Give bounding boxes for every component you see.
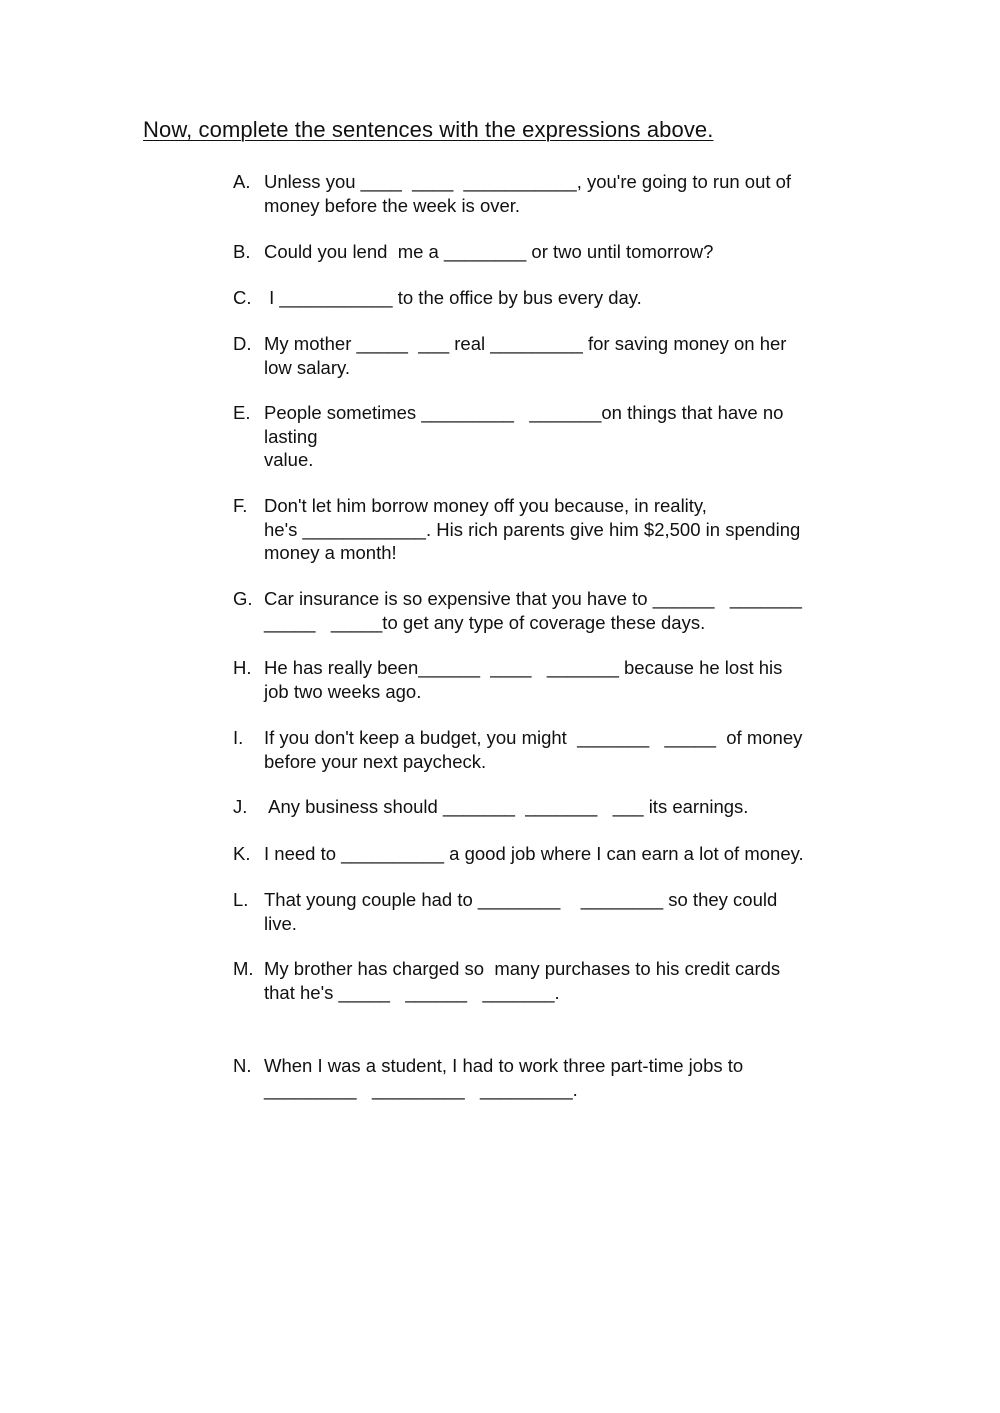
sentence-item bbox=[233, 1054, 873, 1101]
sentence-line: _________ _________ _________. bbox=[264, 1078, 578, 1100]
sentence-line: He has really been______ ____ _______ because he lost his bbox=[264, 657, 783, 678]
item-letter: C. bbox=[233, 287, 252, 308]
sentence-line: When I was a student, I had to work three part-time jobs to bbox=[264, 1055, 744, 1076]
sentence-item bbox=[233, 957, 873, 1004]
sentence-line: he's ____________. His rich parents give him $2,500 in spending bbox=[264, 518, 801, 540]
item-letter: D. bbox=[233, 333, 252, 354]
sentence-line: money before the week is over. bbox=[264, 194, 521, 216]
sentence-item bbox=[233, 240, 873, 264]
sentence-line: If you don't keep a budget, you might _______ _____ of money bbox=[264, 727, 803, 748]
sentence-line: value. bbox=[264, 449, 314, 470]
sentence-line: _____ _____to get any type of coverage these days. bbox=[264, 611, 706, 633]
worksheet-heading: Now, complete the sentences with the expressions above. bbox=[143, 117, 714, 142]
sentence-item bbox=[233, 332, 873, 379]
sentence-line: Don't let him borrow money off you because, in reality, bbox=[264, 495, 707, 516]
sentence-line: Could you lend me a ________ or two until tomorrow? bbox=[264, 241, 714, 262]
sentence-line: Car insurance is so expensive that you have to ______ _______ bbox=[264, 588, 802, 609]
sentence-line: My mother _____ ___ real _________ for saving money on her bbox=[264, 333, 787, 354]
sentence-line: lasting bbox=[264, 425, 318, 447]
sentence-item bbox=[233, 726, 873, 773]
sentence-line: that he's _____ ______ _______. bbox=[264, 981, 560, 1003]
sentence-line: Any business should _______ _______ ___ its earnings. bbox=[264, 796, 749, 817]
sentence-item bbox=[233, 795, 873, 819]
item-letter: M. bbox=[233, 958, 254, 979]
item-letter: B. bbox=[233, 241, 251, 262]
sentence-line: I ___________ to the office by bus every day. bbox=[264, 287, 642, 308]
sentence-line: live. bbox=[264, 912, 297, 934]
sentence-line: People sometimes _________ _______on things that have no bbox=[264, 402, 784, 423]
item-letter: N. bbox=[233, 1055, 252, 1076]
sentence-line: I need to __________ a good job where I can earn a lot of money. bbox=[264, 843, 804, 864]
item-letter: H. bbox=[233, 657, 252, 678]
sentence-line: money a month! bbox=[264, 542, 397, 563]
sentence-item bbox=[233, 888, 873, 935]
sentence-item bbox=[233, 170, 873, 217]
item-letter: G. bbox=[233, 588, 253, 609]
sentence-line: before your next paycheck. bbox=[264, 750, 487, 772]
sentence-item bbox=[233, 286, 873, 310]
sentence-item bbox=[233, 401, 873, 472]
item-letter: E. bbox=[233, 402, 251, 423]
item-letter: I. bbox=[233, 727, 244, 748]
sentence-line: low salary. bbox=[264, 356, 351, 378]
sentence-item bbox=[233, 842, 873, 866]
sentence-item bbox=[233, 656, 873, 703]
sentence-item bbox=[233, 494, 873, 565]
sentence-line: job two weeks ago. bbox=[264, 680, 422, 702]
item-letter: A. bbox=[233, 171, 251, 192]
item-letter: F. bbox=[233, 495, 248, 516]
sentence-item bbox=[233, 587, 873, 634]
item-letter: L. bbox=[233, 889, 249, 910]
item-letter: K. bbox=[233, 843, 251, 864]
sentence-line: My brother has charged so many purchases to his credit cards bbox=[264, 958, 781, 979]
sentence-line: That young couple had to ________ ________ so they could bbox=[264, 889, 778, 910]
sentence-line: Unless you ____ ____ ___________, you're going to run out of bbox=[264, 171, 792, 192]
item-letter: J. bbox=[233, 796, 248, 817]
